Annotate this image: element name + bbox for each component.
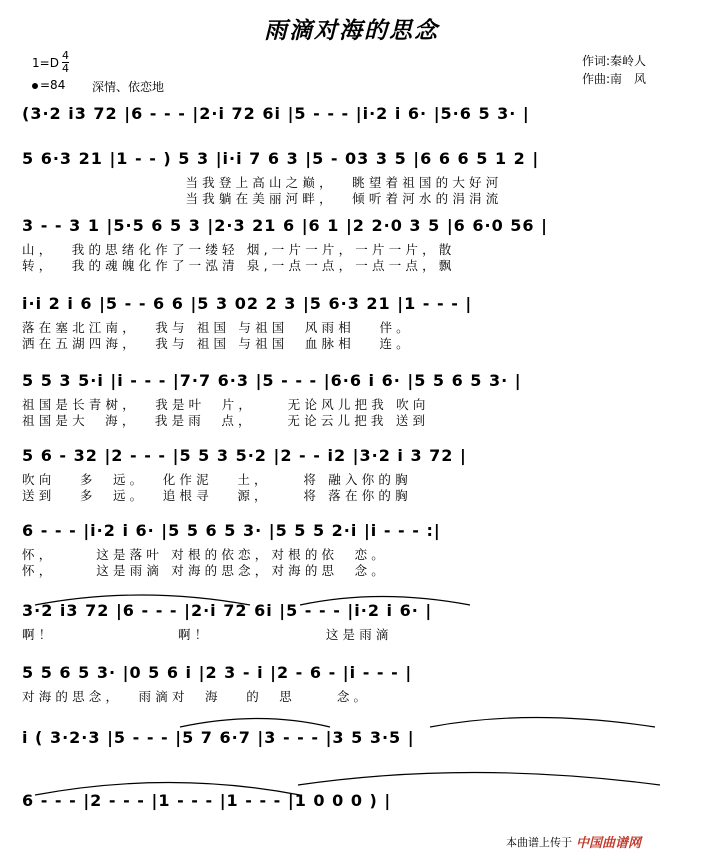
notation-line: 5 5 3 5·i |i - - - |7·7 6·3 |5 - - - |6·6 i 6· |5 5 6 5 3· | xyxy=(22,370,522,390)
notation-line: 5 6 - 32 |2 - - - |5 5 3 5·2 |2 - - i2 |3·2 i 3 72 | xyxy=(22,445,467,465)
notation-line: 3·2 i3 72 |6 - - - |2·i 72 6i |5 - - - |i·2 i 6· | xyxy=(22,600,433,620)
notation-line: 6 - - - |i·2 i 6· |5 5 6 5 3· |5 5 5 2·i |i - - - :| xyxy=(22,520,441,540)
lyric-line: 转， 我的魂魄化作了一泓清 泉,一点一点，一点一点，飘 xyxy=(22,258,456,273)
lyric-line: 啊！ 啊！ 这是雨滴 xyxy=(22,627,393,642)
notation-line: 5 5 6 5 3· |0 5 6 i |2 3 - i |2 - 6 - |i - - - | xyxy=(22,662,413,682)
composer-credit: 作曲:南 风 xyxy=(582,72,647,86)
notation-line: 6 - - - |2 - - - |1 - - - |1 - - - |1 0 0 0 ) | xyxy=(22,790,392,810)
lyric-line: 山， 我的思绪化作了一缕轻 烟,一片一片，一片一片，散 xyxy=(22,242,456,257)
score-title: 雨滴对海的思念 xyxy=(264,17,439,44)
key-label: 1=D xyxy=(32,55,59,70)
site-logo: 中国曲谱网 xyxy=(576,836,642,851)
notation-line: i·i 2 i 6 |5 - - 6 6 |5 3 02 2 3 |5 6·3 21 |1 - - - | xyxy=(22,293,473,313)
lyric-line: 洒在五湖四海， 我与 祖国 与祖国 血脉相 连。 xyxy=(22,336,413,351)
notation-line: 5 6·3 21 |1 - - ) 5 3 |i·i 7 6 3 |5 - 03 3 5 |6 6 6 5 1 2 | xyxy=(22,148,540,168)
time-denominator: 4 xyxy=(61,62,69,75)
lyric-line: 怀， 这是落叶 对根的依恋，对根的依 恋。 xyxy=(22,547,388,562)
lyric-line: 落在塞北江南， 我与 祖国 与祖国 风雨相 伴。 xyxy=(22,320,413,335)
lyric-line: 对海的思念， 雨滴对 海 的 思 念。 xyxy=(22,689,371,704)
lyricist-credit: 作词:秦岭人 xyxy=(582,54,647,68)
lyric-line: 怀， 这是雨滴 对海的思念，对海的思 念。 xyxy=(22,563,388,578)
lyric-line: 送到 多 远。 追根寻 源， 将 落在你的胸 xyxy=(22,488,412,503)
lyric-line: 当我躺在美丽河畔， 倾听着河水的涓涓流 xyxy=(22,191,503,206)
time-numerator: 4 xyxy=(61,49,69,62)
lyric-line: 祖国是长青树， 我是叶 片， 无论风儿把我 吹向 xyxy=(22,397,430,412)
tempo-marking xyxy=(32,78,65,92)
notation-line: (3·2 i3 72 |6 - - - |2·i 72 6i |5 - - - |i·2 i 6· |5·6 5 3· | xyxy=(22,103,530,123)
footer-text: 本曲谱上传于 xyxy=(506,835,572,849)
time-signature xyxy=(62,50,69,75)
quarter-note-icon xyxy=(32,83,38,89)
lyric-line: 祖国是大 海， 我是雨 点， 无论云儿把我 送到 xyxy=(22,413,430,428)
tempo-value: =84 xyxy=(40,78,66,92)
lyric-line: 当我登上高山之巅， 眺望着祖国的大好河 xyxy=(22,175,503,190)
notation-line: 3 - - 3 1 |5·5 6 5 3 |2·3 21 6 |6 1 |2 2·0 3 5 |6 6·0 56 | xyxy=(22,215,548,235)
slur xyxy=(298,773,660,786)
expression-marking: 深情、依恋地 xyxy=(92,80,165,94)
lyric-line: 吹向 多 远。 化作泥 土， 将 融入你的胸 xyxy=(22,472,412,487)
key-signature xyxy=(32,50,69,75)
footer xyxy=(506,832,641,851)
notation-line: i ( 3·2·3 |5 - - - |5 7 6·7 |3 - - - |3 5 3·5 | xyxy=(22,727,415,747)
